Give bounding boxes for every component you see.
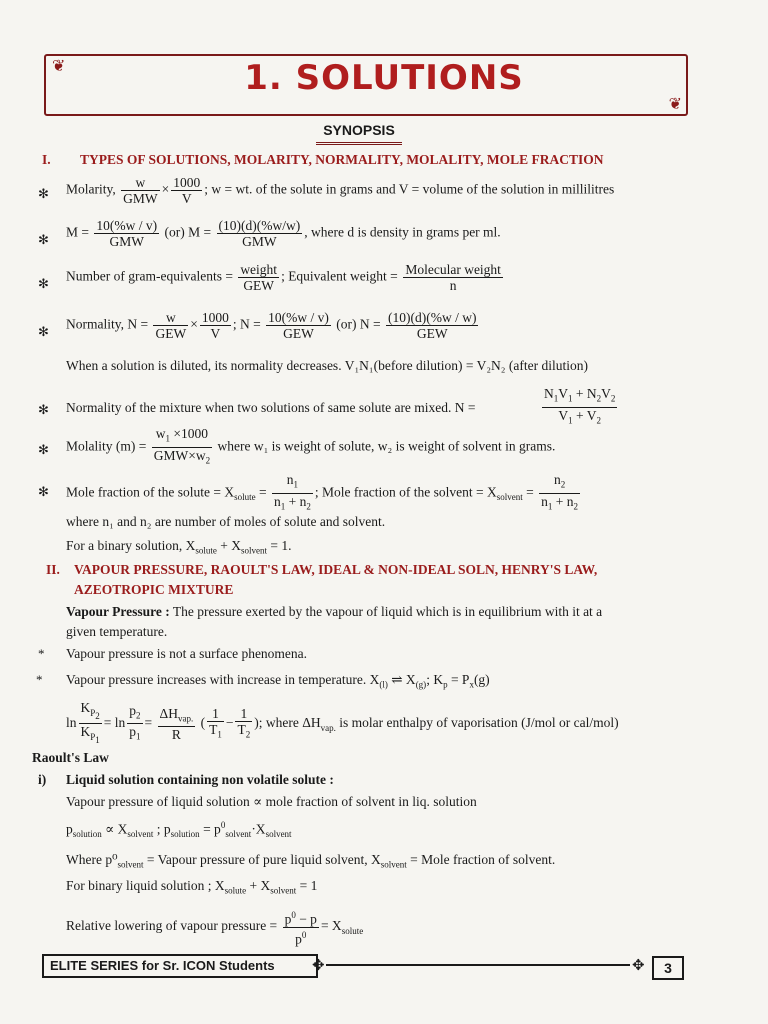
vapour-pressure-def: Vapour Pressure : The pressure exerted by the vapour of liquid which is in equilibrium with it at a: [66, 604, 603, 619]
bullet-star-icon: ✻: [38, 484, 49, 499]
section-number: I.: [42, 152, 51, 167]
bullet-star-icon: *: [38, 646, 45, 661]
raoult-proportion: Vapour pressure of liquid solution ∝ mole fraction of solvent in liq. solution: [66, 794, 477, 809]
series-label: ELITE SERIES for Sr. ICON Students: [42, 954, 318, 978]
binary-solution-text: For a binary solution, $X_{solute} + X_{solvent} = 1$.: [66, 538, 292, 556]
item-number: i): [38, 772, 47, 787]
section-title-cont: AZEOTROPIC MIXTURE: [74, 582, 234, 597]
section-title: VAPOUR PRESSURE, RAOULT'S LAW, IDEAL & NON-IDEAL SOLN, HENRY'S LAW,: [74, 562, 598, 577]
footer-divider: [326, 964, 630, 966]
mixture-formula: $\frac{N_1V_1 + N_2V_2}{V_1 + V_2}$: [544, 386, 616, 426]
clausius-equation: ln $\frac{K_{P_2}}{K_{P_1}}$ = ln $\frac{p_2}{p_1}$ = $\frac{\Delta H_{vap.}}{R}$ ( $\frac{1}{T_1}$ − $\frac{1}{T_2}$ ); where $\Delta H_{vap.}$ is molar enthalpy of vaporisation (J/mol or cal/mol): [66, 700, 619, 745]
gram-equivalents-line: Number of gram-equivalents = $\frac{\text{weight}}{\text{GEW}}$ ; Equivalent weight = $\frac{\text{Molecular weight}}{n}$: [66, 262, 505, 293]
raoult-heading: Raoult's Law: [32, 750, 109, 765]
bullet-star-icon: ✻: [38, 324, 49, 339]
footer-ornament-icon: ✥: [632, 958, 645, 974]
normality-line: Normality, N = $\frac{w}{\text{GEW}}$ × $\frac{1000}{V}$ ; N = $\frac{10(\%w / v)}{\text{GEW}}$ (or) N = $\frac{(10)(d)(\%w / w)}{\text{GEW}}$: [66, 310, 477, 341]
page-title: 1. SOLUTIONS: [244, 58, 524, 98]
synopsis-heading: SYNOPSIS: [316, 122, 402, 145]
vapour-pressure-def-cont: given temperature.: [66, 624, 168, 639]
bullet-star-icon: ✻: [38, 186, 49, 201]
binary-liquid-line: For binary liquid solution ; $X_{solute} + X_{solvent} = 1$: [66, 878, 318, 896]
mixture-text: Normality of the mixture when two solutions of same solute are mixed. N =: [66, 400, 476, 415]
molality-line: Molality (m) = $\frac{w_1 \times 1000}{GMW\times w_2}$ where w₁ is weight of solute, w₂ is weight of solvent in grams.: [66, 426, 556, 466]
page-number: 3: [652, 956, 684, 980]
raoult-formula: $p_{solution} \propto X_{solvent}$ ; $p_{solution} = p^0_{solvent}\cdot X_{solvent}$: [66, 820, 292, 840]
vp-not-surface-text: Vapour pressure is not a surface phenomena.: [66, 646, 308, 661]
bullet-star-icon: *: [36, 672, 43, 687]
bullet-star-icon: ✻: [38, 276, 49, 291]
bullet-star-icon: ✻: [38, 232, 49, 247]
vp-increase-line: Vapour pressure increases with increase in temperature. $X_{(l)}$ ⇌ $X_{(g)}$; $K_p = P_x(g)$: [66, 672, 490, 690]
corner-ornament-icon: ❦: [668, 96, 682, 113]
bullet-star-icon: ✻: [38, 402, 49, 417]
item-title: Liquid solution containing non volatile solute :: [66, 772, 334, 787]
molarity-line: Molarity, $\frac{w}{\text{GMW}}$ × $\frac{1000}{V}$ ; w = wt. of the solute in grams and V = volume of the solution in millilitres: [66, 175, 615, 206]
footer-ornament-icon: ✥: [312, 958, 325, 974]
where-n-text: where n₁ and n₂ are number of moles of solute and solvent.: [66, 514, 386, 529]
where-p0-line: Where $p^0_{solvent}$ = Vapour pressure of pure liquid solvent, $X_{solvent}$ = Mole fraction of solvent.: [66, 852, 556, 870]
bullet-star-icon: ✻: [38, 442, 49, 457]
mole-fraction-line: Mole fraction of the solute = $X_{solute}$ = $\frac{n_1}{n_1 + n_2}$ ; Mole fraction of the solvent = $X_{solvent}$ = $\frac{n_2}{n_1 + n_2}$: [66, 472, 579, 512]
relative-lowering-line: Relative lowering of vapour pressure = $\frac{p^0 - p}{p^0}$ = $X_{solute}$: [66, 910, 364, 946]
section-title: TYPES OF SOLUTIONS, MOLARITY, NORMALITY, MOLALITY, MOLE FRACTION: [80, 152, 604, 167]
dilution-text: When a solution is diluted, its normality decreases. V₁N₁(before dilution) = V₂N₂ (after dilution): [66, 358, 588, 373]
corner-ornament-icon: ❦: [52, 58, 66, 75]
section-number: II.: [46, 562, 60, 577]
molarity-percent-line: M = $\frac{10(\%w / v)}{\text{GMW}}$ (or) M = $\frac{(10)(d)(\%w/w)}{\text{GMW}}$ , where d is density in grams per ml.: [66, 218, 501, 249]
